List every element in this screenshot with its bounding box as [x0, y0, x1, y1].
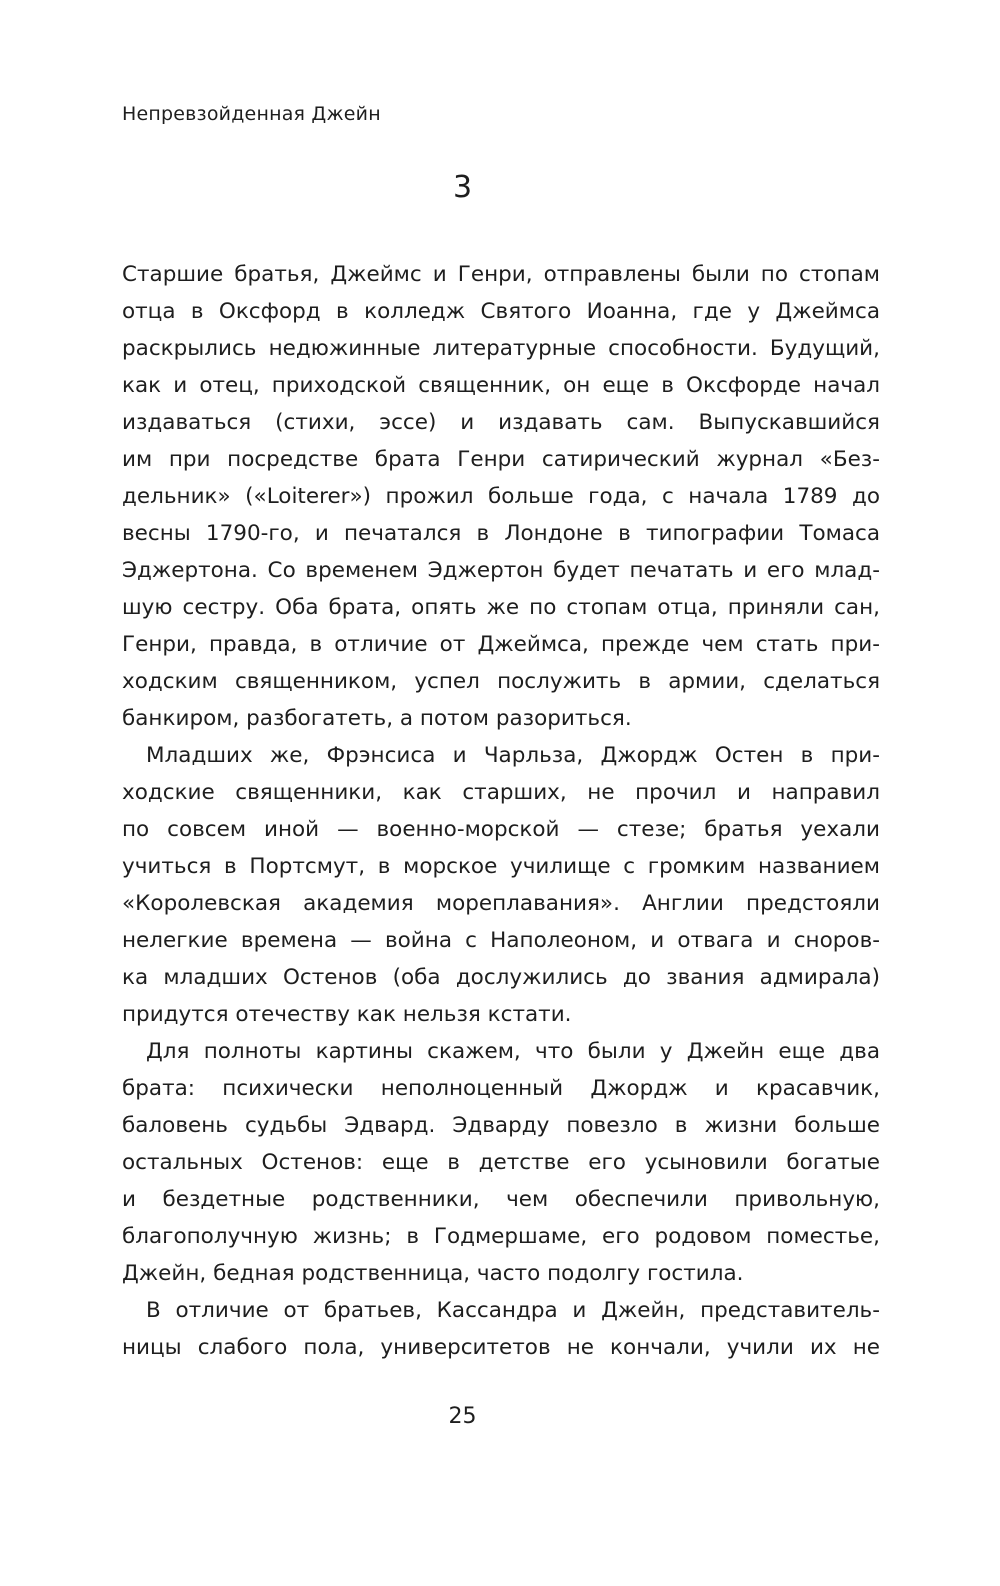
text-line: отца в Оксфорд в колледж Святого Иоанна, где у Джеймса	[122, 299, 880, 324]
body-text	[122, 256, 880, 1366]
text-line: брата: психически неполноценный Джордж и красавчик,	[122, 1076, 880, 1101]
text-line: В отличие от братьев, Кассандра и Джейн, представитель-	[146, 1298, 880, 1323]
chapter-number: 3	[452, 170, 473, 205]
paragraph	[122, 1292, 880, 1366]
text-line: придутся отечеству как нельзя кстати.	[122, 1002, 572, 1027]
text-line: по совсем иной — военно-морской — стезе; братья уехали	[122, 817, 880, 842]
text-line: Старшие братья, Джеймс и Генри, отправлены были по стопам	[122, 262, 880, 287]
text-line: Младших же, Фрэнсиса и Чарльза, Джордж Остен в при-	[146, 743, 880, 768]
running-head: Непревзойденная Джейн	[122, 103, 381, 125]
paragraph	[122, 737, 880, 1033]
text-line: «Королевская академия мореплавания». Англии предстояли	[122, 891, 880, 916]
paragraph	[122, 1033, 880, 1292]
text-line: ка младших Остенов (оба дослужились до звания адмирала)	[122, 965, 880, 990]
text-line: Генри, правда, в отличие от Джеймса, прежде чем стать при-	[122, 632, 880, 657]
text-line: раскрылись недюжинные литературные способности. Будущий,	[122, 336, 880, 361]
text-line: нелегкие времена — война с Наполеоном, и отвага и сноров-	[122, 928, 880, 953]
text-line: Эджертона. Со временем Эджертон будет печатать и его млад-	[122, 558, 880, 583]
text-line: ходским священником, успел послужить в армии, сделаться	[122, 669, 880, 694]
page-number: 25	[448, 1404, 477, 1429]
text-line: и бездетные родственники, чем обеспечили привольную,	[122, 1187, 880, 1212]
text-line: как и отец, приходской священник, он еще в Оксфорде начал	[122, 373, 880, 398]
paragraph	[122, 256, 880, 737]
text-line: шую сестру. Оба брата, опять же по стопам отца, приняли сан,	[122, 595, 880, 620]
text-line: Джейн, бедная родственница, часто подолгу гостила.	[122, 1261, 744, 1286]
text-line: учиться в Портсмут, в морское училище с громким названием	[122, 854, 880, 879]
text-line: банкиром, разбогатеть, а потом разориться.	[122, 706, 632, 731]
text-line: остальных Остенов: еще в детстве его усыновили богатые	[122, 1150, 880, 1175]
text-line: ходские священники, как старших, не прочил и направил	[122, 780, 880, 805]
text-line: ницы слабого пола, университетов не кончали, учили их не	[122, 1335, 880, 1360]
text-line: издаваться (стихи, эссе) и издавать сам. Выпускавшийся	[122, 410, 880, 435]
text-line: благополучную жизнь; в Годмершаме, его родовом поместье,	[122, 1224, 880, 1249]
text-line: весны 1790-го, и печатался в Лондоне в типографии Томаса	[122, 521, 880, 546]
text-line: дельник» («Loiterer») прожил больше года, с начала 1789 до	[122, 484, 880, 509]
text-line: Для полноты картины скажем, что были у Джейн еще два	[146, 1039, 880, 1064]
text-line: им при посредстве брата Генри сатирический журнал «Без-	[122, 447, 880, 472]
text-line: баловень судьбы Эдвард. Эдварду повезло в жизни больше	[122, 1113, 880, 1138]
